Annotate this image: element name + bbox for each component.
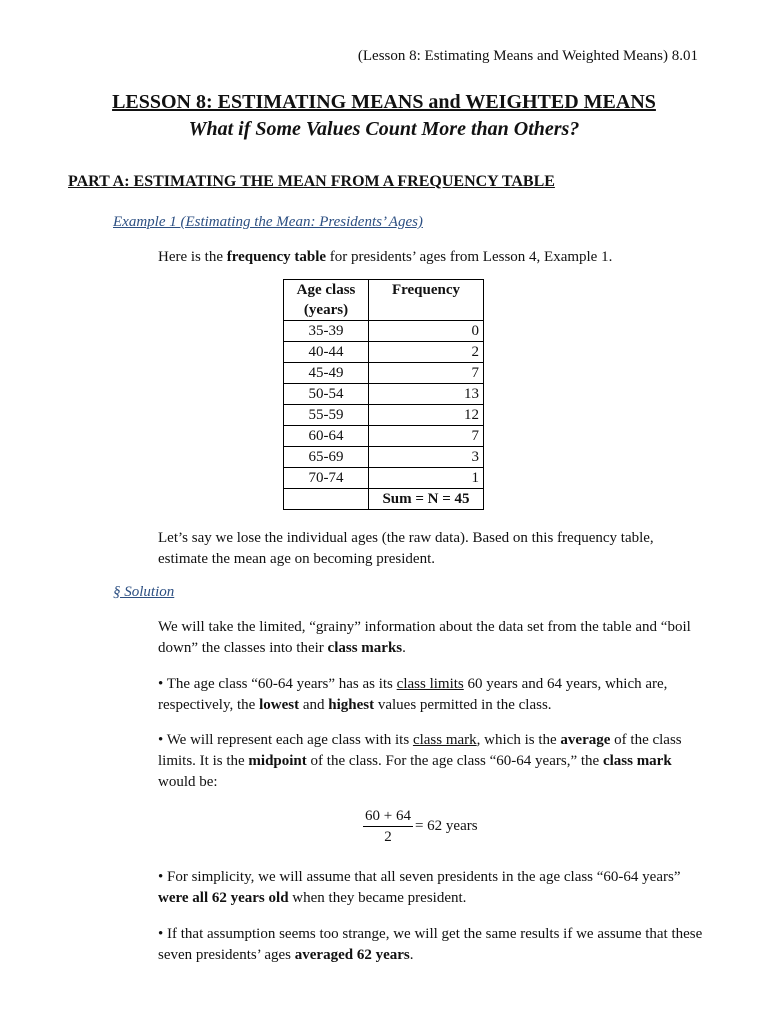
formula-fraction — [363, 806, 413, 847]
table-sum-row — [284, 489, 484, 510]
formula-result: = 62 years — [414, 818, 478, 834]
table-row — [284, 468, 484, 489]
solution-paragraph-2: • The age class “60-64 years” has as its class limits 60 years and 64 years, which are, respectively, the lowest and highest values permitted in the class. — [158, 676, 668, 713]
age-class-cell: 55-59 — [284, 405, 369, 426]
solution-heading[interactable]: § Solution — [113, 584, 175, 600]
part-a-heading: PART A: ESTIMATING THE MEAN FROM A FREQUENCY TABLE — [68, 173, 555, 190]
table-row — [284, 405, 484, 426]
running-header: (Lesson 8: Estimating Means and Weighted Means) 8.01 — [357, 48, 698, 64]
frequency-cell: 12 — [369, 405, 484, 426]
table-row — [284, 384, 484, 405]
empty-cell — [284, 489, 369, 510]
solution-paragraph-4: • For simplicity, we will assume that all seven presidents in the age class “60-64 years” were all 62 years old when they became president. — [158, 869, 681, 906]
table-row — [284, 363, 484, 384]
frequency-cell: 1 — [369, 468, 484, 489]
example-1-heading[interactable]: Example 1 (Estimating the Mean: Presidents’ Ages) — [113, 214, 423, 230]
frequency-cell: 13 — [369, 384, 484, 405]
example-question: Let’s say we lose the individual ages (the raw data). Based on this frequency table, estimate the mean age on becoming president. — [158, 530, 654, 567]
frequency-table — [283, 279, 484, 510]
table-row — [284, 321, 484, 342]
age-class-cell: 65-69 — [284, 447, 369, 468]
sum-cell: Sum = N = 45 — [369, 489, 484, 510]
frequency-cell: 7 — [369, 363, 484, 384]
frequency-cell: 3 — [369, 447, 484, 468]
age-class-cell: 45-49 — [284, 363, 369, 384]
class-mark-formula — [363, 806, 478, 847]
solution-paragraph-3: • We will represent each age class with its class mark, which is the average of the class limits. It is the midpoint of the class. For the age class “60-64 years,” the class mark would be: — [158, 732, 682, 790]
lesson-title: LESSON 8: ESTIMATING MEANS and WEIGHTED MEANS — [112, 91, 656, 113]
lesson-subtitle: What if Some Values Count More than Others? — [188, 118, 580, 140]
table-row — [284, 426, 484, 447]
table-row — [284, 447, 484, 468]
example-intro: Here is the frequency table for presidents’ ages from Lesson 4, Example 1. — [158, 249, 613, 265]
age-class-cell: 40-44 — [284, 342, 369, 363]
formula-numerator: 60 + 64 — [363, 806, 413, 827]
solution-paragraph-5: • If that assumption seems too strange, we will get the same results if we assume that these seven presidents’ ages averaged 62 years. — [158, 926, 703, 963]
formula-denominator: 2 — [384, 829, 392, 845]
solution-paragraph-1: We will take the limited, “grainy” information about the data set from the table and “boil down” the classes into their class marks. — [158, 619, 691, 656]
age-class-header: Age class (years) — [284, 280, 369, 321]
table-row — [284, 342, 484, 363]
table-header-row — [284, 280, 484, 321]
age-class-cell: 50-54 — [284, 384, 369, 405]
frequency-header: Frequency — [369, 280, 484, 321]
age-class-cell: 35-39 — [284, 321, 369, 342]
frequency-cell: 7 — [369, 426, 484, 447]
age-class-cell: 60-64 — [284, 426, 369, 447]
age-class-cell: 70-74 — [284, 468, 369, 489]
frequency-cell: 2 — [369, 342, 484, 363]
frequency-cell: 0 — [369, 321, 484, 342]
